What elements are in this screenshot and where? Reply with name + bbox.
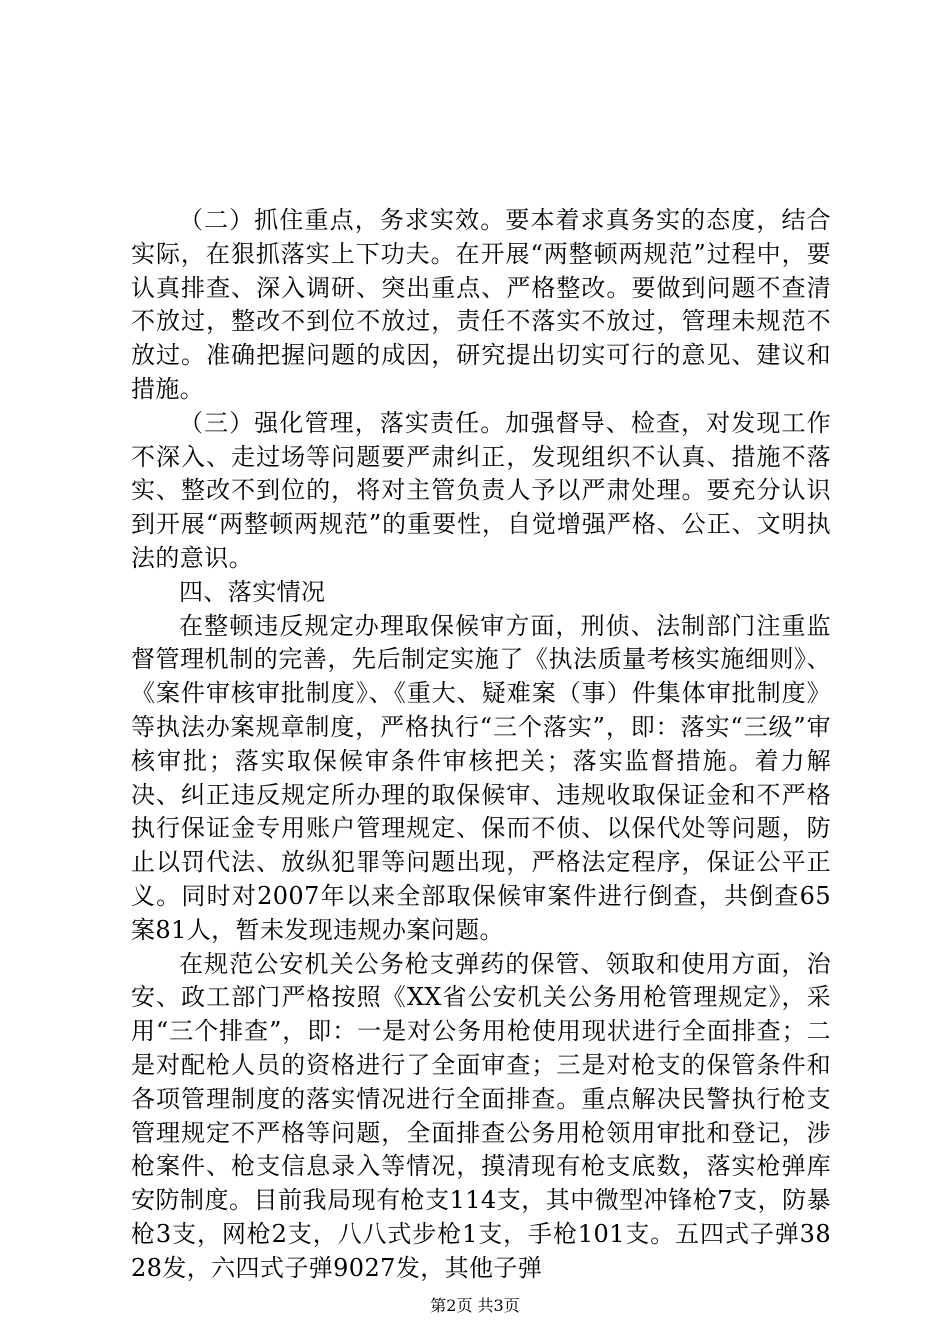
paragraph-section-two: （二）抓住重点，务求实效。要本着求真务实的态度，结合实际，在狠抓落实上下功夫。在开展“两整顿两规范”过程中，要认真排查、深入调研、突出重点、严格整改。要做到问题不查清不放过，整改不到位不放过，责任不落实不放过，管理未规范不放过。准确把握问题的成因，研究提出切实可行的意见、建议和措施。 bbox=[131, 206, 831, 403]
page-footer: 第2页 共3页 bbox=[430, 1296, 520, 1315]
paragraph-firearms-management: 在规范公安机关公务枪支弹药的保管、领取和使用方面，治安、政工部门严格按照《XX省公安机关公务用枪管理规定》，采用“三个排查”，即：一是对公务用枪使用现状进行全面排查；二是对配枪人员的资格进行了全面审查；三是对枪支的保管条件和各项管理制度的落实情况进行全面排查。重点解决民警执行枪支管理规定不严格等问题，全面排查公务用枪领用审批和登记，涉枪案件、枪支信息录入等情况，摸清现有枪支底数，落实枪弹库安防制度。目前我局现有枪支114支，其中微型冲锋枪7支，防暴枪3支，网枪2支，八八式步枪1支，手枪101支。五四式子弹3828发，六四式子弹9027发，其他子弹 bbox=[131, 949, 831, 1282]
section-heading-implementation: 四、落实情况 bbox=[179, 577, 326, 606]
paragraph-section-three: （三）强化管理，落实责任。加强督导、检查，对发现工作不深入、走过场等问题要严肃纠正，发现组织不认真、措施不落实、整改不到位的，将对主管负责人予以严肃处理。要充分认识到开展“两整顿两规范”的重要性，自觉增强严格、公正、文明执法的意识。 bbox=[131, 408, 831, 572]
document-body bbox=[131, 204, 831, 1286]
paragraph-bail-rectification: 在整顿违反规定办理取保候审方面，刑侦、法制部门注重监督管理机制的完善，先后制定实施了《执法质量考核实施细则》、《案件审核审批制度》、《重大、疑难案（事）件集体审批制度》等执法办案规章制度，严格执行“三个落实”，即：落实“三级”审核审批；落实取保候审条件审核把关；落实监督措施。着力解决、纠正违反规定所办理的取保候审、违规收取保证金和不严格执行保证金专用账户管理规定、保而不侦、以保代处等问题，防止以罚代法、放纵犯罪等问题出现，严格法定程序，保证公平正义。同时对2007年以来全部取保候审案件进行倒查，共倒查65案81人，暂未发现违规办案问题。 bbox=[131, 611, 831, 944]
